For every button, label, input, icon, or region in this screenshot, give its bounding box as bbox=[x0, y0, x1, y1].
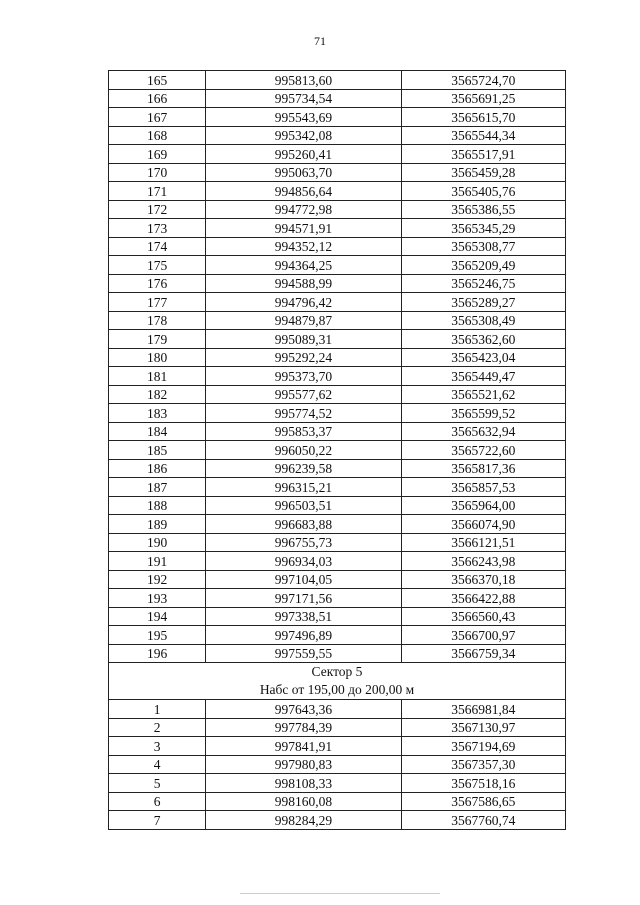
table-row bbox=[109, 811, 566, 830]
point-number-cell: 186 bbox=[109, 459, 206, 478]
section-row bbox=[109, 663, 566, 700]
point-number-cell: 182 bbox=[109, 385, 206, 404]
y-coordinate-cell: 3567357,30 bbox=[401, 755, 565, 774]
point-number-cell: 190 bbox=[109, 533, 206, 552]
section-header bbox=[109, 663, 566, 700]
point-number-cell: 180 bbox=[109, 348, 206, 367]
table-body-top bbox=[109, 71, 566, 663]
x-coordinate-cell: 997784,39 bbox=[206, 718, 401, 737]
x-coordinate-cell: 994879,87 bbox=[206, 311, 401, 330]
table-row bbox=[109, 385, 566, 404]
y-coordinate-cell: 3565544,34 bbox=[401, 126, 565, 145]
y-coordinate-cell: 3565521,62 bbox=[401, 385, 565, 404]
y-coordinate-cell: 3565632,94 bbox=[401, 422, 565, 441]
x-coordinate-cell: 995734,54 bbox=[206, 89, 401, 108]
x-coordinate-cell: 997559,55 bbox=[206, 644, 401, 663]
point-number-cell: 179 bbox=[109, 330, 206, 349]
y-coordinate-cell: 3566700,97 bbox=[401, 626, 565, 645]
table-row bbox=[109, 515, 566, 534]
x-coordinate-cell: 995260,41 bbox=[206, 145, 401, 164]
point-number-cell: 185 bbox=[109, 441, 206, 460]
x-coordinate-cell: 995089,31 bbox=[206, 330, 401, 349]
y-coordinate-cell: 3565308,77 bbox=[401, 237, 565, 256]
table-row bbox=[109, 792, 566, 811]
table-row bbox=[109, 422, 566, 441]
point-number-cell: 165 bbox=[109, 71, 206, 90]
point-number-cell: 2 bbox=[109, 718, 206, 737]
point-number-cell: 183 bbox=[109, 404, 206, 423]
y-coordinate-cell: 3567518,16 bbox=[401, 774, 565, 793]
x-coordinate-cell: 996503,51 bbox=[206, 496, 401, 515]
bottom-rule bbox=[240, 893, 440, 894]
point-number-cell: 1 bbox=[109, 700, 206, 719]
x-coordinate-cell: 998108,33 bbox=[206, 774, 401, 793]
point-number-cell: 187 bbox=[109, 478, 206, 497]
section-subtitle: Набс от 195,00 до 200,00 м bbox=[259, 682, 415, 697]
point-number-cell: 188 bbox=[109, 496, 206, 515]
x-coordinate-cell: 994588,99 bbox=[206, 274, 401, 293]
table-row bbox=[109, 182, 566, 201]
table-row bbox=[109, 644, 566, 663]
y-coordinate-cell: 3565405,76 bbox=[401, 182, 565, 201]
point-number-cell: 6 bbox=[109, 792, 206, 811]
table-row bbox=[109, 145, 566, 164]
point-number-cell: 170 bbox=[109, 163, 206, 182]
table-row bbox=[109, 700, 566, 719]
table-row bbox=[109, 311, 566, 330]
point-number-cell: 167 bbox=[109, 108, 206, 127]
table-row bbox=[109, 496, 566, 515]
x-coordinate-cell: 994364,25 bbox=[206, 256, 401, 275]
x-coordinate-cell: 997841,91 bbox=[206, 737, 401, 756]
coordinates-table bbox=[108, 70, 566, 830]
y-coordinate-cell: 3565724,70 bbox=[401, 71, 565, 90]
table-row bbox=[109, 274, 566, 293]
y-coordinate-cell: 3566759,34 bbox=[401, 644, 565, 663]
point-number-cell: 3 bbox=[109, 737, 206, 756]
table-row bbox=[109, 478, 566, 497]
y-coordinate-cell: 3565308,49 bbox=[401, 311, 565, 330]
point-number-cell: 177 bbox=[109, 293, 206, 312]
table-row bbox=[109, 348, 566, 367]
x-coordinate-cell: 995373,70 bbox=[206, 367, 401, 386]
y-coordinate-cell: 3565289,27 bbox=[401, 293, 565, 312]
y-coordinate-cell: 3565246,75 bbox=[401, 274, 565, 293]
y-coordinate-cell: 3565517,91 bbox=[401, 145, 565, 164]
y-coordinate-cell: 3566243,98 bbox=[401, 552, 565, 571]
point-number-cell: 171 bbox=[109, 182, 206, 201]
y-coordinate-cell: 3566121,51 bbox=[401, 533, 565, 552]
point-number-cell: 184 bbox=[109, 422, 206, 441]
table-row bbox=[109, 89, 566, 108]
table-row bbox=[109, 126, 566, 145]
x-coordinate-cell: 994352,12 bbox=[206, 237, 401, 256]
x-coordinate-cell: 995063,70 bbox=[206, 163, 401, 182]
y-coordinate-cell: 3566981,84 bbox=[401, 700, 565, 719]
x-coordinate-cell: 995774,52 bbox=[206, 404, 401, 423]
x-coordinate-cell: 997496,89 bbox=[206, 626, 401, 645]
table-row bbox=[109, 330, 566, 349]
x-coordinate-cell: 997643,36 bbox=[206, 700, 401, 719]
point-number-cell: 175 bbox=[109, 256, 206, 275]
table-row bbox=[109, 163, 566, 182]
x-coordinate-cell: 996239,58 bbox=[206, 459, 401, 478]
table-row bbox=[109, 71, 566, 90]
point-number-cell: 181 bbox=[109, 367, 206, 386]
point-number-cell: 176 bbox=[109, 274, 206, 293]
y-coordinate-cell: 3565362,60 bbox=[401, 330, 565, 349]
point-number-cell: 173 bbox=[109, 219, 206, 238]
point-number-cell: 178 bbox=[109, 311, 206, 330]
table-row bbox=[109, 552, 566, 571]
table-row bbox=[109, 459, 566, 478]
x-coordinate-cell: 994796,42 bbox=[206, 293, 401, 312]
table-row bbox=[109, 200, 566, 219]
table-row bbox=[109, 108, 566, 127]
x-coordinate-cell: 995577,62 bbox=[206, 385, 401, 404]
x-coordinate-cell: 994856,64 bbox=[206, 182, 401, 201]
y-coordinate-cell: 3565449,47 bbox=[401, 367, 565, 386]
y-coordinate-cell: 3567586,65 bbox=[401, 792, 565, 811]
x-coordinate-cell: 995292,24 bbox=[206, 348, 401, 367]
point-number-cell: 174 bbox=[109, 237, 206, 256]
point-number-cell: 168 bbox=[109, 126, 206, 145]
y-coordinate-cell: 3566074,90 bbox=[401, 515, 565, 534]
table-row bbox=[109, 570, 566, 589]
x-coordinate-cell: 996315,21 bbox=[206, 478, 401, 497]
table-row bbox=[109, 718, 566, 737]
x-coordinate-cell: 995853,37 bbox=[206, 422, 401, 441]
y-coordinate-cell: 3565459,28 bbox=[401, 163, 565, 182]
y-coordinate-cell: 3565345,29 bbox=[401, 219, 565, 238]
x-coordinate-cell: 997171,56 bbox=[206, 589, 401, 608]
table-row bbox=[109, 737, 566, 756]
point-number-cell: 7 bbox=[109, 811, 206, 830]
point-number-cell: 189 bbox=[109, 515, 206, 534]
y-coordinate-cell: 3565857,53 bbox=[401, 478, 565, 497]
table-row bbox=[109, 256, 566, 275]
table-row bbox=[109, 774, 566, 793]
point-number-cell: 193 bbox=[109, 589, 206, 608]
table-row bbox=[109, 607, 566, 626]
y-coordinate-cell: 3565599,52 bbox=[401, 404, 565, 423]
y-coordinate-cell: 3567760,74 bbox=[401, 811, 565, 830]
x-coordinate-cell: 996683,88 bbox=[206, 515, 401, 534]
x-coordinate-cell: 997980,83 bbox=[206, 755, 401, 774]
y-coordinate-cell: 3567130,97 bbox=[401, 718, 565, 737]
y-coordinate-cell: 3565423,04 bbox=[401, 348, 565, 367]
table-row bbox=[109, 237, 566, 256]
point-number-cell: 166 bbox=[109, 89, 206, 108]
x-coordinate-cell: 997338,51 bbox=[206, 607, 401, 626]
x-coordinate-cell: 997104,05 bbox=[206, 570, 401, 589]
y-coordinate-cell: 3566560,43 bbox=[401, 607, 565, 626]
point-number-cell: 4 bbox=[109, 755, 206, 774]
y-coordinate-cell: 3565722,60 bbox=[401, 441, 565, 460]
table-row bbox=[109, 367, 566, 386]
y-coordinate-cell: 3565386,55 bbox=[401, 200, 565, 219]
point-number-cell: 192 bbox=[109, 570, 206, 589]
table-row bbox=[109, 219, 566, 238]
x-coordinate-cell: 996755,73 bbox=[206, 533, 401, 552]
y-coordinate-cell: 3565691,25 bbox=[401, 89, 565, 108]
y-coordinate-cell: 3565817,36 bbox=[401, 459, 565, 478]
table-body-bottom bbox=[109, 700, 566, 830]
point-number-cell: 195 bbox=[109, 626, 206, 645]
y-coordinate-cell: 3567194,69 bbox=[401, 737, 565, 756]
y-coordinate-cell: 3565615,70 bbox=[401, 108, 565, 127]
point-number-cell: 191 bbox=[109, 552, 206, 571]
table-row bbox=[109, 533, 566, 552]
point-number-cell: 172 bbox=[109, 200, 206, 219]
point-number-cell: 196 bbox=[109, 644, 206, 663]
y-coordinate-cell: 3565209,49 bbox=[401, 256, 565, 275]
page-number: 71 bbox=[314, 34, 326, 48]
x-coordinate-cell: 995543,69 bbox=[206, 108, 401, 127]
table-row bbox=[109, 293, 566, 312]
x-coordinate-cell: 994571,91 bbox=[206, 219, 401, 238]
section-title: Сектор 5 bbox=[311, 664, 363, 679]
section-cell bbox=[109, 663, 566, 700]
table-row bbox=[109, 626, 566, 645]
x-coordinate-cell: 998160,08 bbox=[206, 792, 401, 811]
point-number-cell: 5 bbox=[109, 774, 206, 793]
table-row bbox=[109, 589, 566, 608]
point-number-cell: 194 bbox=[109, 607, 206, 626]
table-row bbox=[109, 755, 566, 774]
x-coordinate-cell: 996050,22 bbox=[206, 441, 401, 460]
y-coordinate-cell: 3566422,88 bbox=[401, 589, 565, 608]
x-coordinate-cell: 998284,29 bbox=[206, 811, 401, 830]
y-coordinate-cell: 3565964,00 bbox=[401, 496, 565, 515]
table-row bbox=[109, 404, 566, 423]
x-coordinate-cell: 995342,08 bbox=[206, 126, 401, 145]
x-coordinate-cell: 996934,03 bbox=[206, 552, 401, 571]
table-row bbox=[109, 441, 566, 460]
x-coordinate-cell: 994772,98 bbox=[206, 200, 401, 219]
point-number-cell: 169 bbox=[109, 145, 206, 164]
y-coordinate-cell: 3566370,18 bbox=[401, 570, 565, 589]
x-coordinate-cell: 995813,60 bbox=[206, 71, 401, 90]
